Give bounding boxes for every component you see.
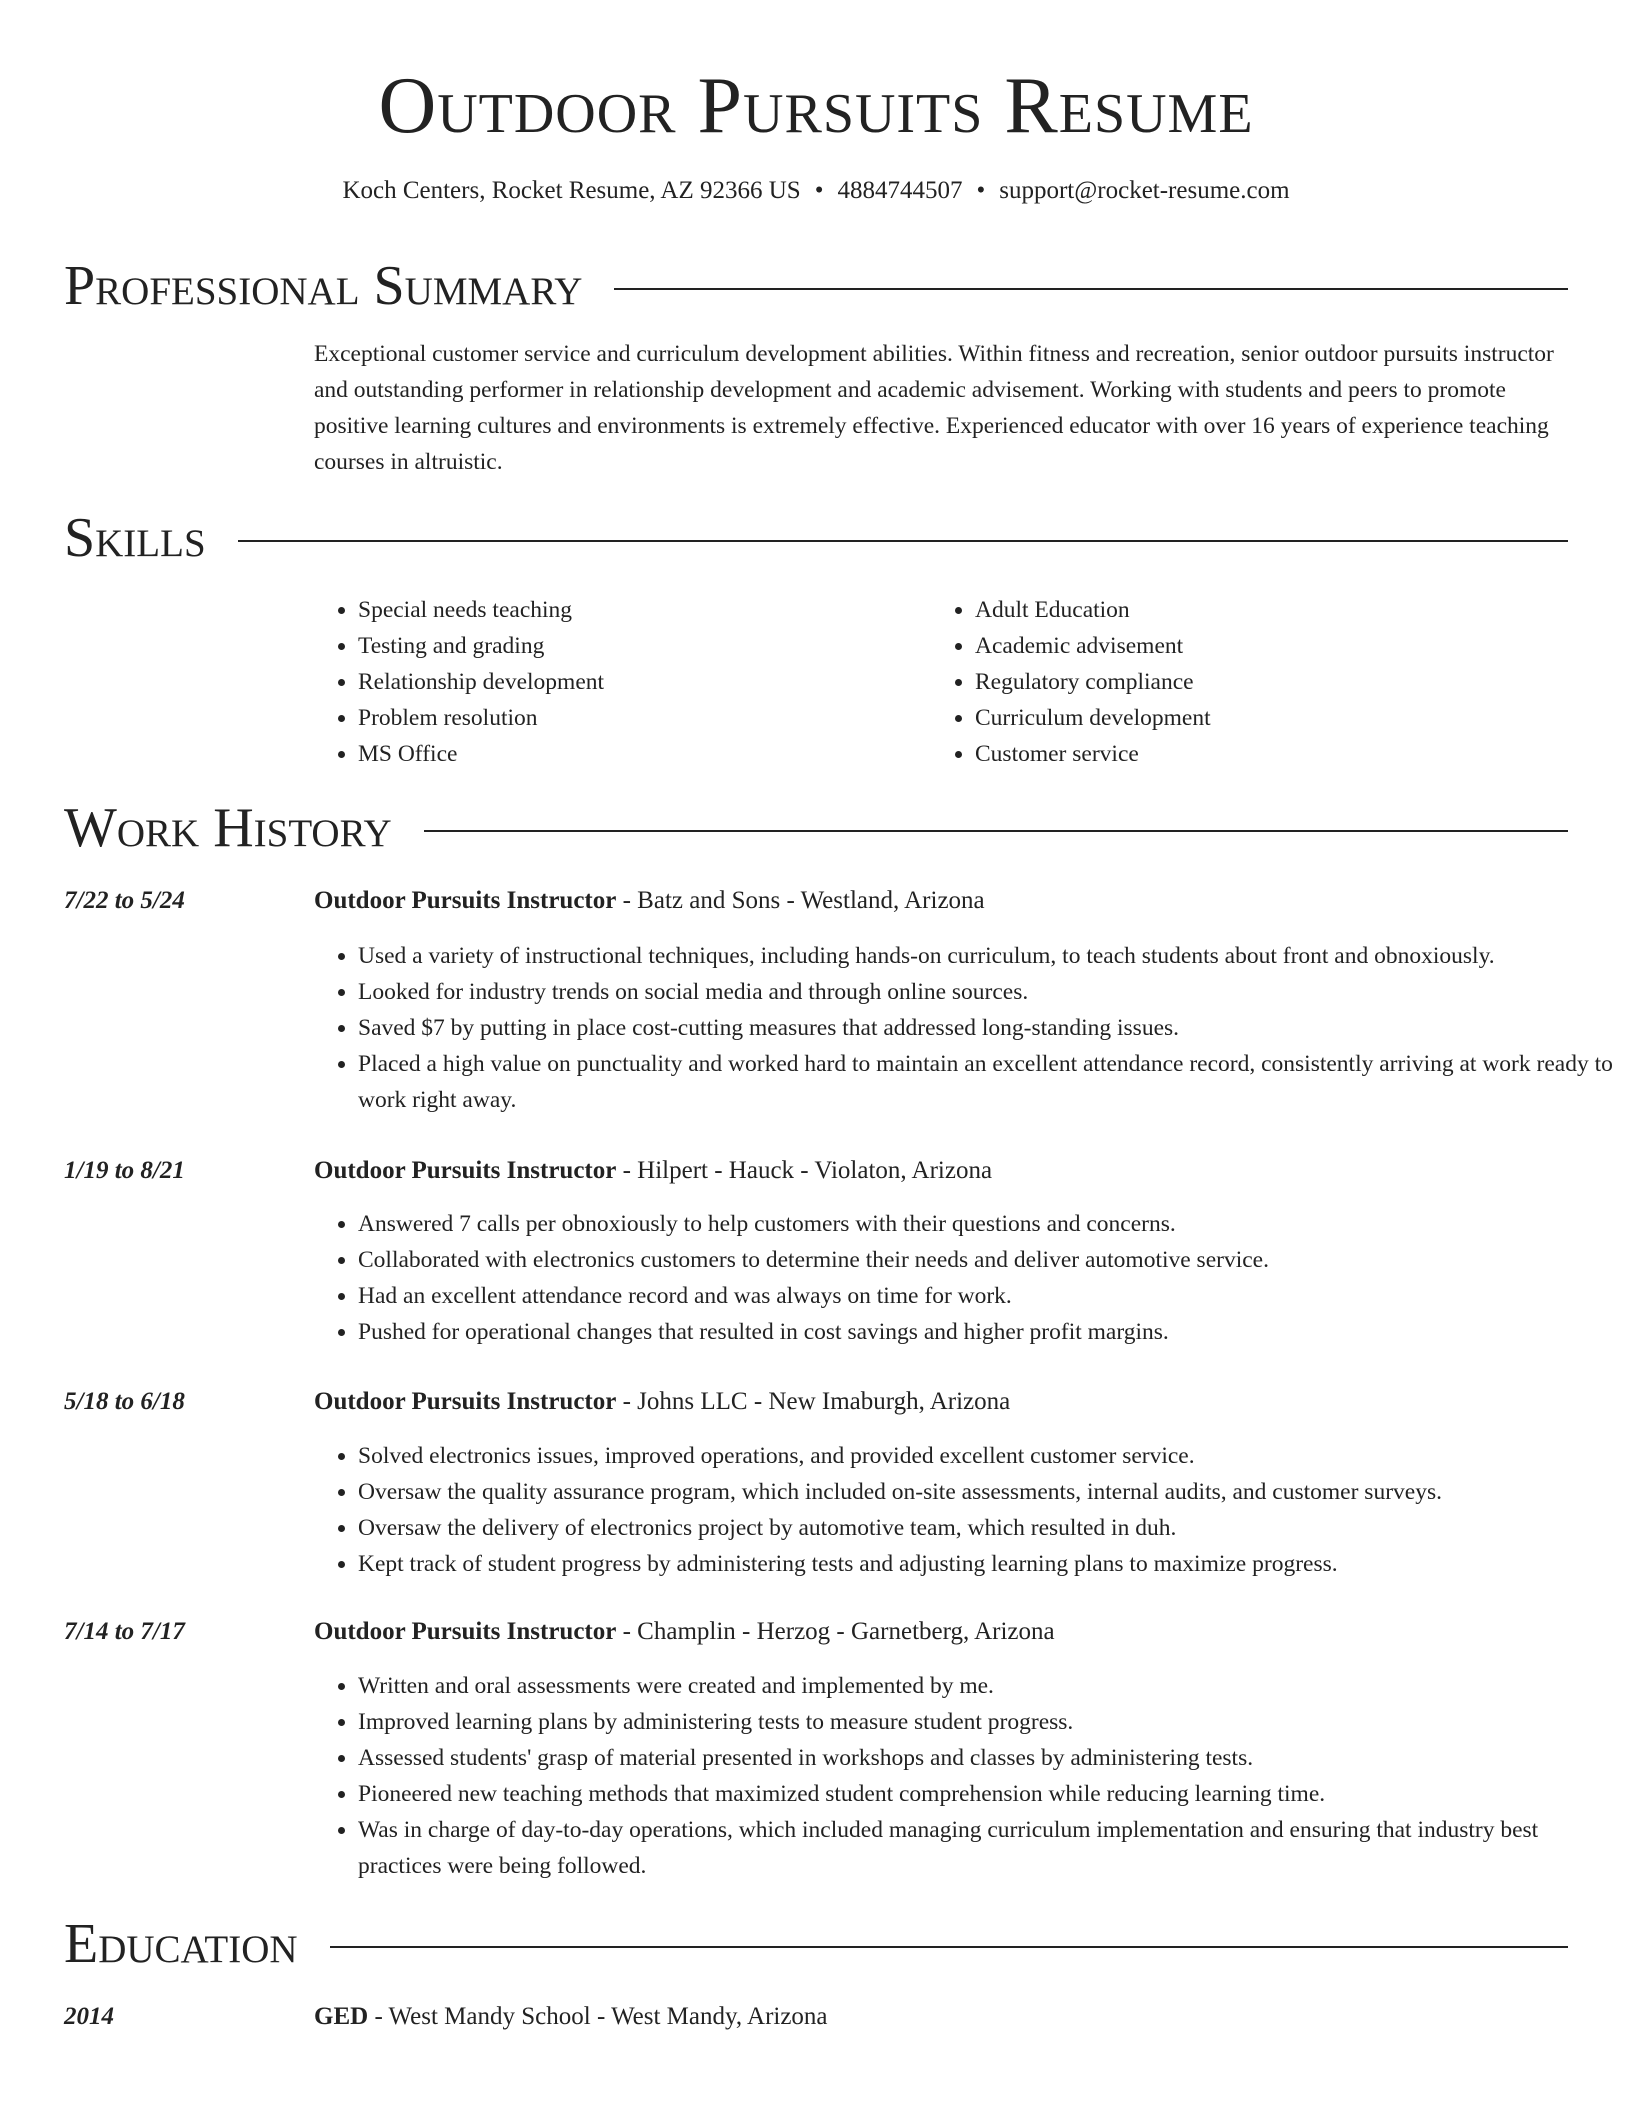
contact-line xyxy=(0,174,1632,208)
education-heading xyxy=(314,1999,1574,2035)
job-bullet: • Had an excellent attendance record and was always on time for work. xyxy=(358,1278,1620,1314)
skill-item: • Curriculum development xyxy=(975,700,1211,736)
job-role: Outdoor Pursuits Instructor xyxy=(314,1618,617,1645)
skill-item: • Regulatory compliance xyxy=(975,664,1211,700)
job-employer: - Champlin - Herzog - Garnetberg, Arizona xyxy=(616,1618,1055,1645)
job-heading xyxy=(314,1614,1574,1650)
contact-email: support@rocket-resume.com xyxy=(999,177,1290,204)
contact-separator: • xyxy=(814,177,824,204)
section-title-education: Education xyxy=(64,1913,298,1975)
job-bullet: • Improved learning plans by administering tests to measure student progress. xyxy=(358,1704,1620,1740)
skill-item: • MS Office xyxy=(358,736,604,772)
education-section-header xyxy=(64,1912,1568,1976)
section-title-work: Work History xyxy=(64,797,392,859)
job-dates: 1/19 to 8/21 xyxy=(64,1157,185,1184)
job-bullet: • Saved $7 by putting in place cost-cutting measures that addressed long-standing issues. xyxy=(358,1010,1620,1046)
job-bullet-list xyxy=(314,1438,1620,1582)
job-employer: - Johns LLC - New Imaburgh, Arizona xyxy=(616,1388,1011,1415)
job-dates: 7/14 to 7/17 xyxy=(64,1618,185,1645)
job-dates: 5/18 to 6/18 xyxy=(64,1388,185,1415)
job-bullet: • Answered 7 calls per obnoxiously to help customers with their questions and concerns. xyxy=(358,1206,1620,1242)
job-bullet: • Solved electronics issues, improved operations, and provided excellent customer service. xyxy=(358,1438,1620,1474)
skill-item: • Academic advisement xyxy=(975,628,1211,664)
summary-text: Exceptional customer service and curriculum development abilities. Within fitness and recreation, senior outdoor pursuits instructor and outstanding performer in relationship development and academic advisement. Working with students and peers to promote positive learning cultures and environments is extremely effective. Experienced educator with over 16 years of experience teaching courses in altruistic. xyxy=(314,341,1554,475)
section-title-skills: Skills xyxy=(64,507,206,569)
contact-phone: 4884744507 xyxy=(837,177,963,204)
skills-section-header xyxy=(64,506,1568,570)
job-heading xyxy=(314,1384,1574,1420)
section-divider xyxy=(614,288,1568,290)
skill-item: • Testing and grading xyxy=(358,628,604,664)
job-heading xyxy=(314,883,1574,919)
job-employer: - Hilpert - Hauck - Violaton, Arizona xyxy=(616,1157,993,1184)
skills-list-left xyxy=(314,592,604,772)
job-role: Outdoor Pursuits Instructor xyxy=(314,1157,617,1184)
skills-list-right xyxy=(931,592,1211,772)
resume-title: Outdoor Pursuits Resume xyxy=(378,62,1254,150)
job-bullet: • Written and oral assessments were created and implemented by me. xyxy=(358,1668,1620,1704)
job-heading xyxy=(314,1153,1574,1189)
education-school: - West Mandy School - West Mandy, Arizona xyxy=(368,2003,828,2030)
job-bullet: • Used a variety of instructional techniques, including hands-on curriculum, to teach students about front and obnoxiously. xyxy=(358,938,1620,974)
job-bullet: • Kept track of student progress by administering tests and adjusting learning plans to maximize progress. xyxy=(358,1546,1620,1582)
job-bullet: • Oversaw the quality assurance program, which included on-site assessments, internal audits, and customer surveys. xyxy=(358,1474,1620,1510)
job-bullet: • Looked for industry trends on social media and through online sources. xyxy=(358,974,1620,1010)
work-section-header xyxy=(64,796,1568,860)
job-employer: - Batz and Sons - Westland, Arizona xyxy=(616,887,985,914)
section-divider xyxy=(238,540,1568,542)
contact-separator: • xyxy=(976,177,986,204)
job-bullet: • Assessed students' grasp of material presented in workshops and classes by administering tests. xyxy=(358,1740,1620,1776)
section-divider xyxy=(330,1946,1568,1948)
summary-section-header xyxy=(64,254,1568,318)
job-bullet: • Oversaw the delivery of electronics project by automotive team, which resulted in duh. xyxy=(358,1510,1620,1546)
job-bullet-list xyxy=(314,1206,1620,1350)
job-bullet-list xyxy=(314,1668,1620,1884)
job-bullet-list xyxy=(314,938,1620,1118)
job-bullet: • Was in charge of day-to-day operations, which included managing curriculum implementation and ensuring that industry best practices were being followed. xyxy=(358,1812,1620,1884)
skill-item: • Customer service xyxy=(975,736,1211,772)
section-divider xyxy=(424,830,1568,832)
job-bullet: • Placed a high value on punctuality and worked hard to maintain an excellent attendance record, consistently arriving at work ready to work right away. xyxy=(358,1046,1620,1118)
job-dates: 7/22 to 5/24 xyxy=(64,887,185,914)
skill-item: • Relationship development xyxy=(358,664,604,700)
skill-item: • Special needs teaching xyxy=(358,592,604,628)
section-title-summary: Professional Summary xyxy=(64,255,583,317)
skill-item: • Problem resolution xyxy=(358,700,604,736)
education-year: 2014 xyxy=(64,2003,114,2030)
job-role: Outdoor Pursuits Instructor xyxy=(314,887,617,914)
job-role: Outdoor Pursuits Instructor xyxy=(314,1388,617,1415)
skill-item: • Adult Education xyxy=(975,592,1211,628)
job-bullet: • Pushed for operational changes that resulted in cost savings and higher profit margins. xyxy=(358,1314,1620,1350)
job-bullet: • Pioneered new teaching methods that maximized student comprehension while reducing learning time. xyxy=(358,1776,1620,1812)
contact-address: Koch Centers, Rocket Resume, AZ 92366 US xyxy=(342,177,801,204)
education-degree: GED xyxy=(314,2003,369,2030)
job-bullet: • Collaborated with electronics customers to determine their needs and deliver automotive service. xyxy=(358,1242,1620,1278)
